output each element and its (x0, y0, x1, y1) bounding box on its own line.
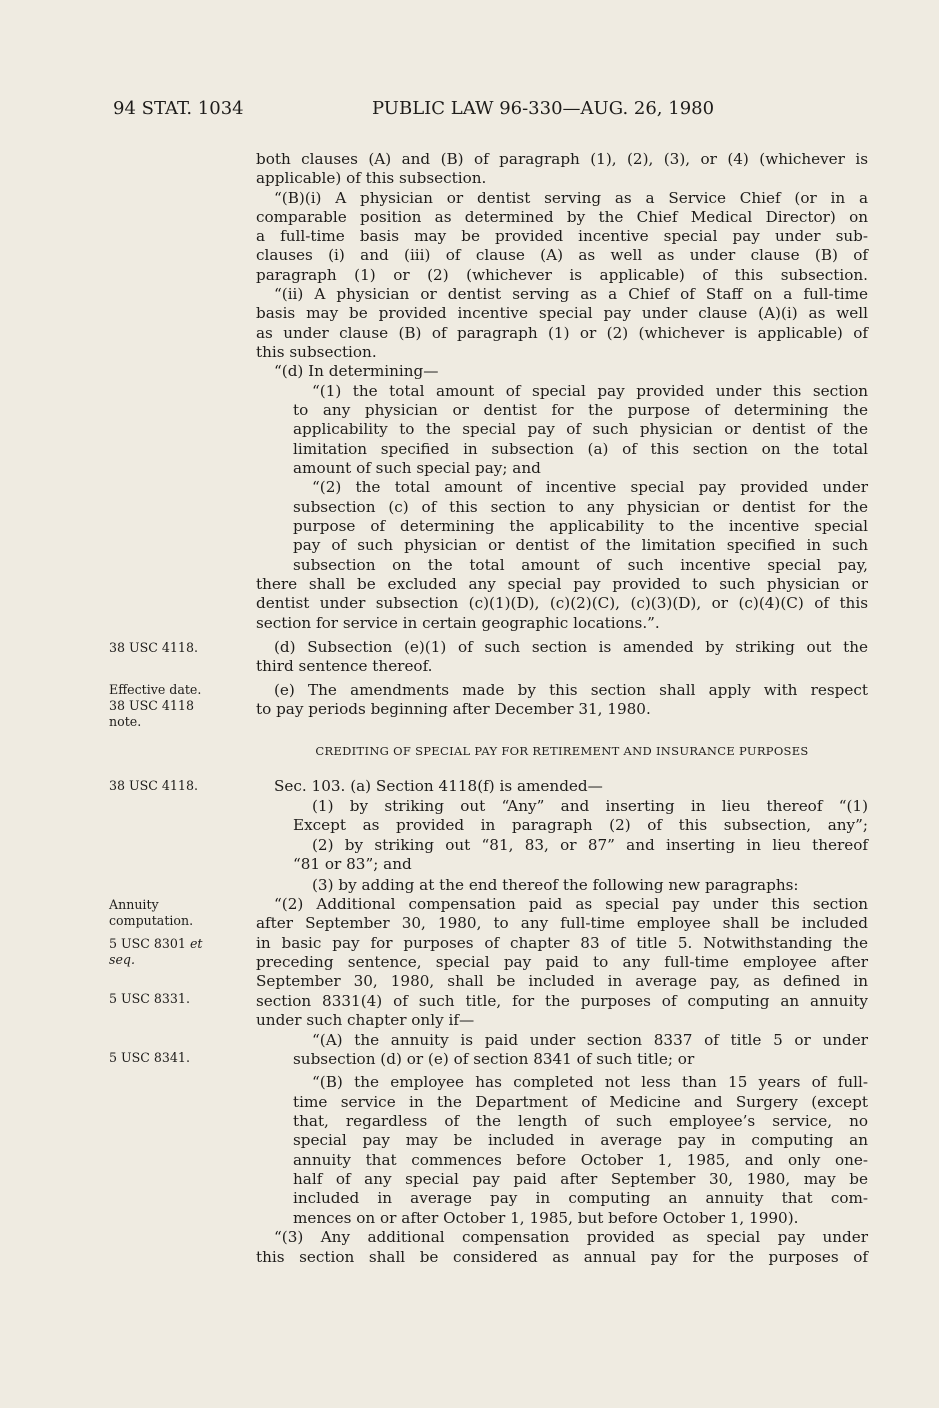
body-line: “(2) Additional compensation paid as special pay under this section (274, 895, 868, 913)
body-line: September 30, 1980, shall be included in average pay, as defined in (256, 972, 868, 990)
body-line: preceding sentence, special pay paid to any full-time employee after (256, 953, 868, 971)
body-line: “(B)(i) A physician or dentist serving as a Service Chief (or in a (274, 189, 868, 207)
body-line: “(ii) A physician or dentist serving as a Chief of Staff on a full-time (274, 285, 868, 303)
section-label: Sec. 103. (a) Section 4118(f) is amended— (274, 777, 603, 795)
body-line: pay of such physician or dentist of the limitation specified in such (293, 536, 868, 554)
body-line: section 8331(4) of such title, for the purposes of computing an annuity (256, 992, 868, 1010)
body-line: “(1) the total amount of special pay provided under this section (312, 382, 868, 400)
body-line: (d) Subsection (e)(1) of such section is amended by striking out the (274, 638, 868, 656)
body-line: basis may be provided incentive special pay under clause (A)(i) as well (256, 304, 868, 322)
body-line: “(B) the employee has completed not less than 15 years of full- (312, 1073, 868, 1091)
body-line: amount of such special pay; and (293, 459, 541, 477)
body-line: Except as provided in paragraph (2) of this subsection, any”; (293, 816, 868, 834)
body-line: limitation specified in subsection (a) of this section on the total (293, 440, 868, 458)
body-line: half of any special pay paid after September 30, 1980, may be (293, 1170, 868, 1188)
section-heading: CREDITING OF SPECIAL PAY FOR RETIREMENT AND INSURANCE PURPOSES (315, 744, 809, 758)
margin-note-computation: computation. (109, 913, 194, 928)
body-line: to pay periods beginning after December 31, 1980. (256, 700, 651, 718)
citation-et: et (189, 936, 203, 951)
body-line: as under clause (B) of paragraph (1) or (2) (whichever is applicable) of (256, 324, 868, 342)
body-line: clauses (i) and (iii) of clause (A) as well as under clause (B) of (256, 246, 868, 264)
section-103-line (274, 777, 603, 796)
margin-note-effective-date: Effective date. (109, 682, 202, 697)
body-line: section for service in certain geographic locations.”. (256, 614, 660, 632)
body-line: there shall be excluded any special pay provided to such physician or (256, 575, 868, 593)
body-line: (1) by striking out “Any” and inserting in lieu thereof “(1) (312, 797, 868, 815)
body-line: third sentence thereof. (256, 657, 433, 675)
body-line: “(d) In determining— (274, 362, 439, 380)
body-line: dentist under subsection (c)(1)(D), (c)(2)(C), (c)(3)(D), or (c)(4)(C) of this (256, 594, 868, 612)
body-line: to any physician or dentist for the purpose of determining the (293, 401, 868, 419)
body-line: “(2) the total amount of incentive special pay provided under (312, 478, 868, 496)
body-line: “81 or 83”; and (293, 855, 412, 873)
body-line: included in average pay in computing an annuity that com- (293, 1189, 868, 1207)
body-line: that, regardless of the length of such employee’s service, no (293, 1112, 868, 1130)
body-line: subsection on the total amount of such incentive special pay, (293, 556, 868, 574)
body-line: (3) by adding at the end thereof the following new paragraphs: (312, 876, 799, 894)
body-line: subsection (d) or (e) of section 8341 of such title; or (293, 1050, 695, 1068)
body-line: after September 30, 1980, to any full-time employee shall be included (256, 914, 868, 932)
body-line: comparable position as determined by the Chief Medical Director) on (256, 208, 868, 226)
body-line: special pay may be included in average pay in computing an (293, 1131, 868, 1149)
body-line: annuity that commences before October 1, 1985, and only one- (293, 1151, 868, 1169)
margin-note-note: note. (109, 714, 142, 729)
body-line: under such chapter only if— (256, 1011, 475, 1029)
statute-page-number: 94 STAT. 1034 (113, 98, 244, 119)
body-line: applicable) of this subsection. (256, 169, 487, 187)
margin-note-seq: seq. (109, 952, 135, 967)
body-line: applicability to the special pay of such physician or dentist of the (293, 420, 868, 438)
margin-note-citation: 38 USC 4118 (109, 698, 194, 713)
body-line: (2) by striking out “81, 83, or 87” and inserting in lieu thereof (312, 836, 868, 854)
body-line: this subsection. (256, 343, 377, 361)
body-line: both clauses (A) and (B) of paragraph (1), (2), (3), or (4) (whichever is (256, 150, 868, 168)
body-line: paragraph (1) or (2) (whichever is applicable) of this subsection. (256, 266, 868, 284)
body-line: a full-time basis may be provided incentive special pay under sub- (256, 227, 868, 245)
citation-text: 5 USC 8301 (109, 936, 186, 951)
margin-note-citation: 5 USC 8341. (109, 1050, 190, 1065)
body-line: in basic pay for purposes of chapter 83 of title 5. Notwithstanding the (256, 934, 868, 952)
body-line: mences on or after October 1, 1985, but before October 1, 1990). (293, 1209, 799, 1227)
public-law-title: PUBLIC LAW 96-330—AUG. 26, 1980 (372, 98, 715, 119)
body-line: purpose of determining the applicability to the incentive special (293, 517, 868, 535)
margin-note-citation: 38 USC 4118. (109, 640, 198, 655)
margin-note-annuity: Annuity (109, 897, 159, 912)
body-line: time service in the Department of Medicine and Surgery (except (293, 1093, 868, 1111)
body-line: “(A) the annuity is paid under section 8337 of title 5 or under (312, 1031, 868, 1049)
body-line: “(3) Any additional compensation provided as special pay under (274, 1228, 868, 1246)
margin-note-citation (109, 936, 202, 952)
margin-note-citation: 5 USC 8331. (109, 991, 190, 1006)
margin-note-citation: 38 USC 4118. (109, 778, 198, 793)
body-line: subsection (c) of this section to any physician or dentist for the (293, 498, 868, 516)
body-line: (e) The amendments made by this section shall apply with respect (274, 681, 868, 699)
body-line: this section shall be considered as annual pay for the purposes of (256, 1248, 868, 1266)
page-header (0, 98, 939, 128)
